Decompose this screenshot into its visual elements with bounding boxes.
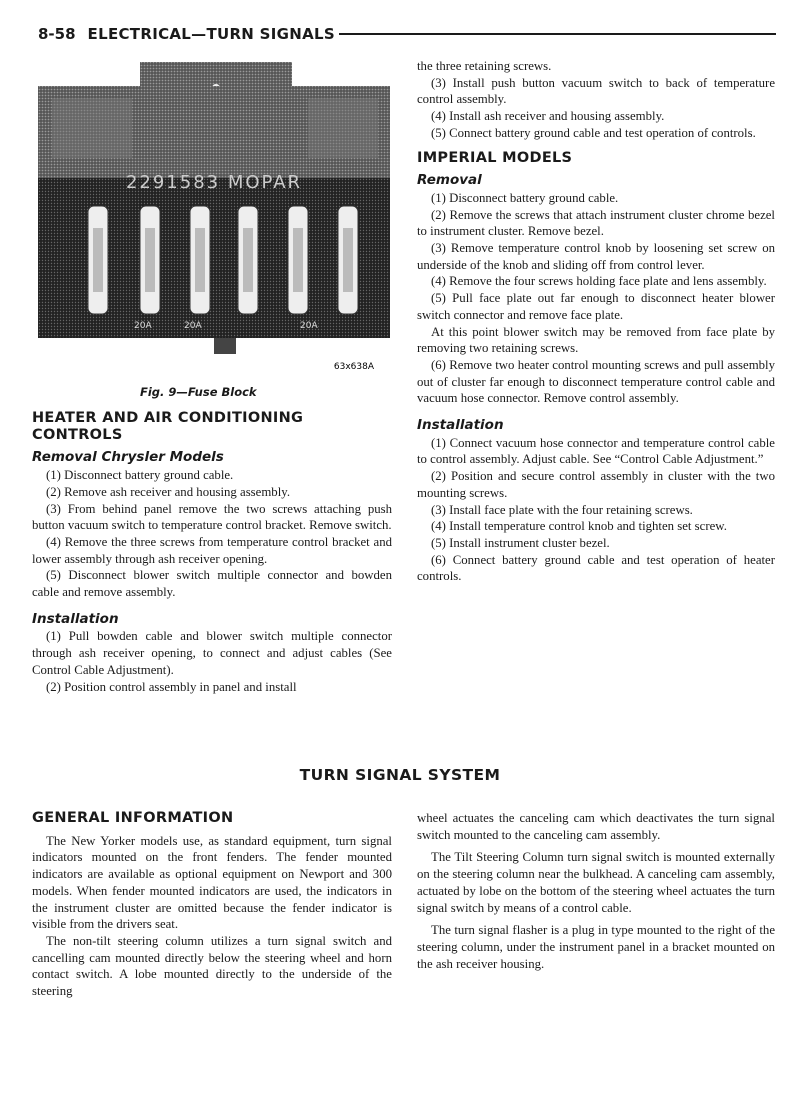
fuse-block-figure	[38, 58, 390, 374]
installation-step: (5) Install instrument cluster bezel.	[431, 535, 610, 550]
installation-step: (6) Connect battery ground cable and test operation of heater controls.	[417, 552, 775, 584]
heater-controls-heading: HEATER AND AIR CONDITIONING CONTROLS	[32, 410, 304, 443]
turn-signal-system-title: TURN SIGNAL SYSTEM	[299, 766, 501, 784]
body-paragraph: The Tilt Steering Column turn signal switch is mounted externally on the steering column near the bulkhead. A canceling cam assembly, actuated by lobe on the bottom of the steering wheel actuates the turn signal switch by means of a control cable.	[417, 850, 775, 915]
page-header	[38, 22, 776, 46]
removal-step: (2) Remove the screws that attach instrument cluster chrome bezel to instrument cluster. Remove bezel.	[417, 207, 775, 239]
fuse-label: 20A	[184, 321, 202, 331]
imperial-models-heading: IMPERIAL MODELS	[417, 149, 573, 166]
installation-step: (1) Connect vacuum hose connector and temperature control cable to control assembly. Adjust cable. See “Control Cable Adjustment.”	[417, 435, 775, 467]
removal-step: (5) Pull face plate out far enough to disconnect heater blower switch connector and remove face plate.	[417, 291, 775, 322]
removal-step: (3) Remove temperature control knob by loosening set screw on underside of the knob and sliding off from control lever.	[417, 241, 775, 272]
left-column-top	[32, 404, 392, 695]
figure-code: 63x638A	[333, 362, 374, 372]
imperial-removal-heading: Removal	[417, 172, 482, 189]
installation-step: (2) Position and secure control assembly in cluster with the two mounting screws.	[417, 469, 775, 500]
installation-step: (3) Install face plate with the four retaining screws.	[431, 502, 693, 517]
installation-step: (4) Install temperature control knob and tighten set screw.	[431, 519, 727, 534]
installation-step: (5) Connect battery ground cable and test operation of controls.	[431, 125, 756, 140]
continuation-text: the three retaining screws.	[417, 59, 552, 73]
removal-step: (2) Remove ash receiver and housing assembly.	[46, 484, 291, 499]
installation-step: (1) Pull bowden cable and blower switch multiple connector through ash receiver opening, to connect and adjust cables (See Control Cable Adjustment).	[32, 629, 392, 677]
installation-heading: Installation	[32, 610, 119, 627]
fuse-block-illustration	[38, 58, 390, 374]
general-information-heading: GENERAL INFORMATION	[32, 810, 234, 826]
body-paragraph: wheel actuates the canceling cam which deactivates the turn signal switch mounted to the canceling cam assembly.	[417, 811, 775, 842]
installation-step: (4) Install ash receiver and housing assembly.	[431, 109, 665, 124]
removal-chrysler-heading: Removal Chrysler Models	[32, 449, 224, 466]
removal-note: At this point blower switch may be removed from face plate by removing two retaining screws.	[417, 324, 775, 356]
removal-step: (1) Disconnect battery ground cable.	[46, 468, 234, 483]
right-column-bottom	[417, 810, 775, 972]
block-marking: 2291583 MOPAR	[125, 172, 303, 193]
fuse-label: 20A	[134, 321, 152, 331]
installation-step: (3) Install push button vacuum switch to back of temperature control assembly.	[417, 75, 775, 107]
body-paragraph: The New Yorker models use, as standard equipment, turn signal indicators mounted on the front fenders. The fender mounted indicators are available as optional equipment on Newport and 300 models. When fender mounted indicators are used, the indicators in the instrument cluster are omitted because the fender indicator is visible from the drivers seat.	[32, 833, 392, 932]
header-rule	[339, 33, 776, 35]
installation-step: (2) Position control assembly in panel and install	[46, 679, 297, 694]
left-column-bottom	[32, 810, 392, 1000]
removal-step: (6) Remove two heater control mounting screws and pull assembly out of cluster far enough to disconnect temperature control cable and vacuum hose connector. Remove control assembly.	[417, 357, 775, 406]
imperial-installation-heading: Installation	[417, 417, 504, 434]
figure-caption: Fig. 9—Fuse Block	[140, 385, 257, 399]
fuse-label: 20A	[300, 321, 318, 331]
removal-step: (4) Remove the three screws from temperature control bracket and lower assembly through ash receiver opening.	[32, 534, 392, 566]
body-paragraph: The non-tilt steering column utilizes a turn signal switch and cancelling cam mounted directly below the steering wheel and horn contact switch. A lobe mounted directly to the underside of the steering	[32, 933, 392, 999]
body-paragraph: The turn signal flasher is a plug in type mounted to the right of the steering column, under the instrument panel in a bracket mounted on the ash receiver housing.	[417, 923, 775, 971]
removal-step: (4) Remove the four screws holding face plate and lens assembly.	[431, 274, 767, 289]
removal-step: (1) Disconnect battery ground cable.	[431, 190, 619, 205]
removal-step: (3) From behind panel remove the two screws attaching push button vacuum switch to temperature control bracket. Remove switch.	[32, 501, 392, 533]
running-title: ELECTRICAL—TURN SIGNALS	[87, 25, 336, 43]
right-column-top	[417, 58, 775, 585]
page-number: 8-58	[38, 25, 76, 43]
removal-step: (5) Disconnect blower switch multiple connector and bowden cable and remove assembly.	[32, 568, 392, 600]
